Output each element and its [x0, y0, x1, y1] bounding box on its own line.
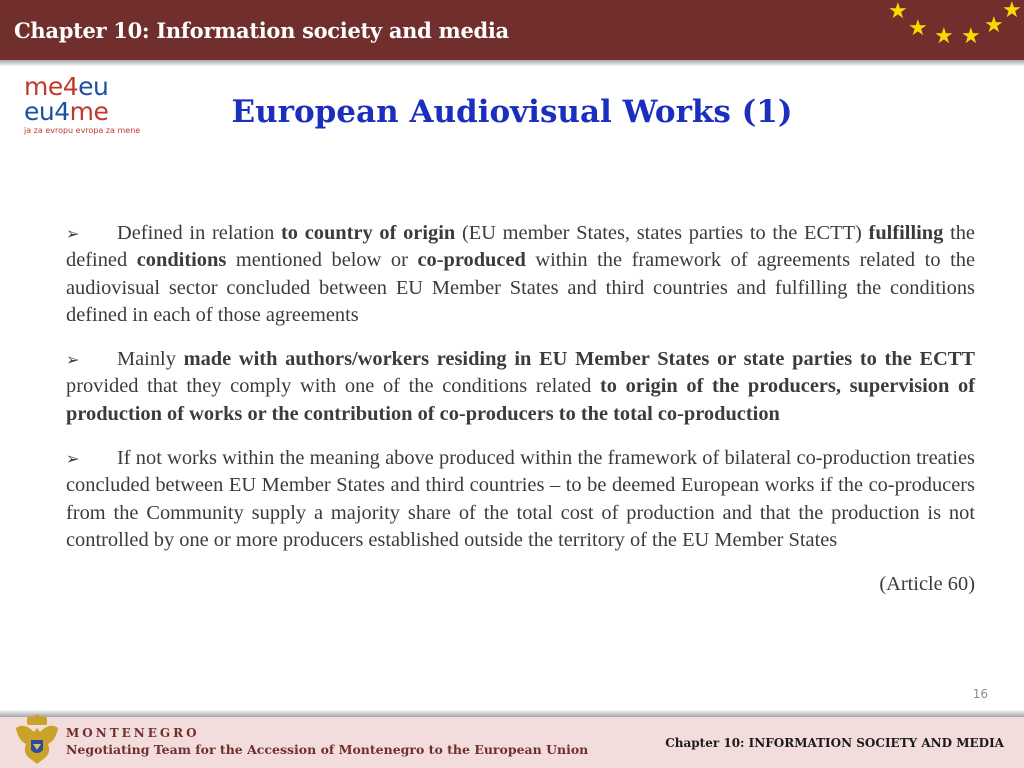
slide-title: European Audiovisual Works (1): [231, 94, 793, 130]
logo-tagline: ja za evropu evropa za mene: [24, 126, 141, 135]
chapter-title: Chapter 10: Information society and media: [14, 18, 509, 43]
footer-chapter: Chapter 10: INFORMATION SOCIETY AND MEDIA: [665, 736, 1004, 750]
header-bar: [0, 0, 1024, 60]
logo-eu4: eu4: [24, 97, 70, 126]
bullet-paragraph-3: ➢ If not works within the meaning above produced within the framework of bilateral co-production treaties concluded between EU Member States and third countries – to be deemed European works if the co-producers from the Community supply a majority share of the total cost of production and that the production is not controlled by one or more producers established outside the territory of the EU Member States: [66, 447, 975, 551]
footer-shadow: [0, 710, 1024, 717]
arrow-bullet-icon: ➢: [66, 350, 80, 370]
arrow-bullet-icon: ➢: [66, 224, 80, 243]
article-reference: (Article 60): [879, 573, 975, 596]
star-icon: ★: [934, 24, 954, 49]
star-icon: ★: [908, 16, 928, 41]
star-icon: ★: [1002, 0, 1022, 23]
logo-me: me: [69, 97, 109, 126]
arrow-bullet-icon: ➢: [66, 449, 80, 469]
slide-content: [66, 220, 975, 599]
header-shadow: [0, 60, 1024, 66]
eu-stars-icon: [884, 0, 1024, 60]
bullet-paragraph-2: ➢ Mainly made with authors/workers residing in EU Member States or state parties to the ECTT provided that they comply with one of the conditions related to origin of the producers, supervision of production of works or the contribution of co-producers to the total co-production: [66, 348, 975, 425]
page-number: 16: [972, 687, 988, 701]
star-icon: ★: [888, 0, 908, 24]
logo-eu: eu: [78, 72, 109, 101]
star-icon: ★: [961, 24, 981, 49]
footer-country: MONTENEGRO: [66, 726, 200, 740]
montenegro-coat-of-arms-icon: [12, 714, 62, 766]
star-icon: ★: [984, 13, 1004, 38]
footer-team-name: Negotiating Team for the Accession of Montenegro to the European Union: [66, 742, 589, 757]
logo-me4: me4: [24, 72, 79, 101]
bullet-paragraph-1: ➢ Defined in relation to country of origin (EU member States, states parties to the ECTT) fulfilling the defined conditions mentioned below or co-produced within the framework of agreements related to the audiovisual sector concluded between EU Member States and third countries and fulfilling the conditions defined in each of those agreements: [66, 222, 975, 326]
